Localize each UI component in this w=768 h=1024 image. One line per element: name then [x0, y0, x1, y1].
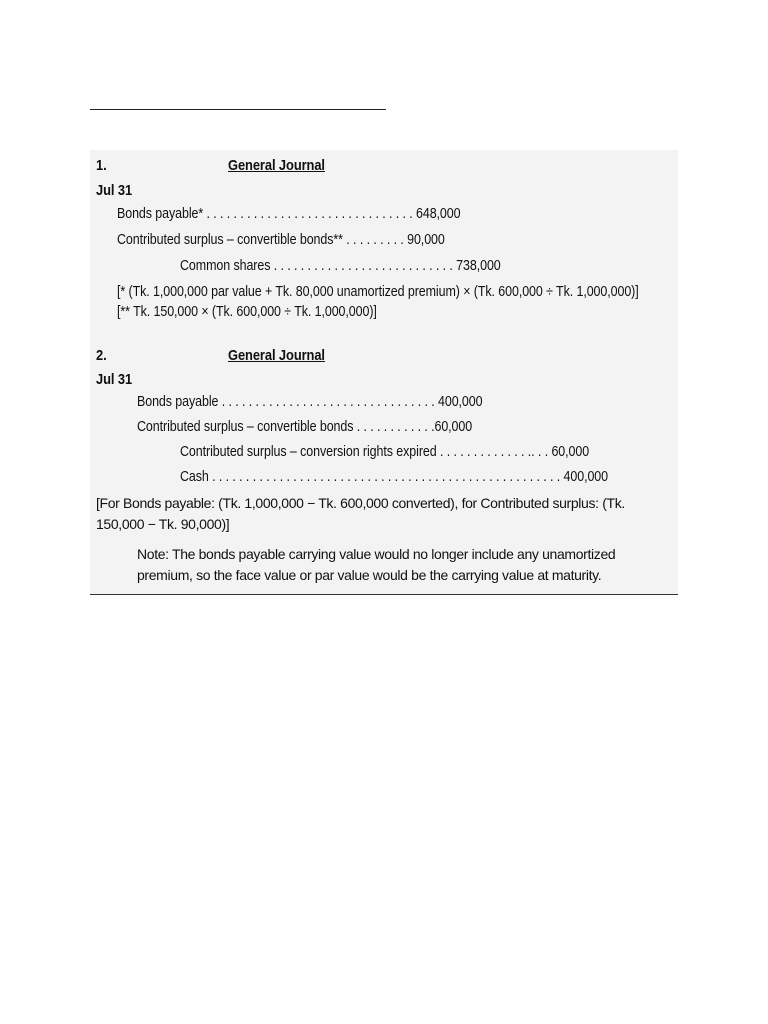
journal1-entry-bonds: Bonds payable* . . . . . . . . . . . . . . . . . . . . . . . . . . . . . . . 648,000	[117, 206, 461, 222]
journal2-entry-cash: Cash . . . . . . . . . . . . . . . . . . . . . . . . . . . . . . . . . . . . . . . . . . . . . . . . . . . . 400,000	[180, 469, 608, 485]
journal1-number: 1.	[96, 157, 107, 174]
journal1-date: Jul 31	[96, 182, 133, 199]
journal1-note-2: [** Tk. 150,000 × (Tk. 600,000 ÷ Tk. 1,000,000)]	[117, 304, 377, 320]
journal2-number: 2.	[96, 347, 107, 364]
journal1-note-1: [* (Tk. 1,000,000 par value + Tk. 80,000 unamortized premium) × (Tk. 600,000 ÷ Tk. 1,000,000)]	[117, 284, 639, 300]
journal1-entry-contributed: Contributed surplus – convertible bonds** . . . . . . . . . 90,000	[117, 232, 445, 248]
journal1-entry-common-shares: Common shares . . . . . . . . . . . . . . . . . . . . . . . . . . . 738,000	[180, 258, 501, 274]
journal2-explanation: [For Bonds payable: (Tk. 1,000,000 − Tk. 600,000 converted), for Contributed surplus: (Tk. 150,000 − Tk. 90,000)]	[96, 495, 625, 532]
journal2-entry-rights-expired: Contributed surplus – conversion rights expired . . . . . . . . . . . . . .. . . 60,000	[180, 444, 590, 460]
journal-panel	[90, 150, 678, 595]
journal2-note: Note: The bonds payable carrying value would no longer include any unamortized premium, so the face value or par value would be the carrying value at maturity.	[137, 546, 616, 583]
journal2-entry-contributed: Contributed surplus – convertible bonds . . . . . . . . . . . .60,000	[137, 419, 473, 435]
journal2-entry-bonds: Bonds payable . . . . . . . . . . . . . . . . . . . . . . . . . . . . . . . . 400,000	[137, 394, 483, 410]
journal2-date: Jul 31	[96, 371, 133, 388]
journal1-heading: General Journal	[228, 157, 325, 174]
journal2-heading: General Journal	[228, 347, 325, 364]
top-rule	[90, 109, 386, 110]
